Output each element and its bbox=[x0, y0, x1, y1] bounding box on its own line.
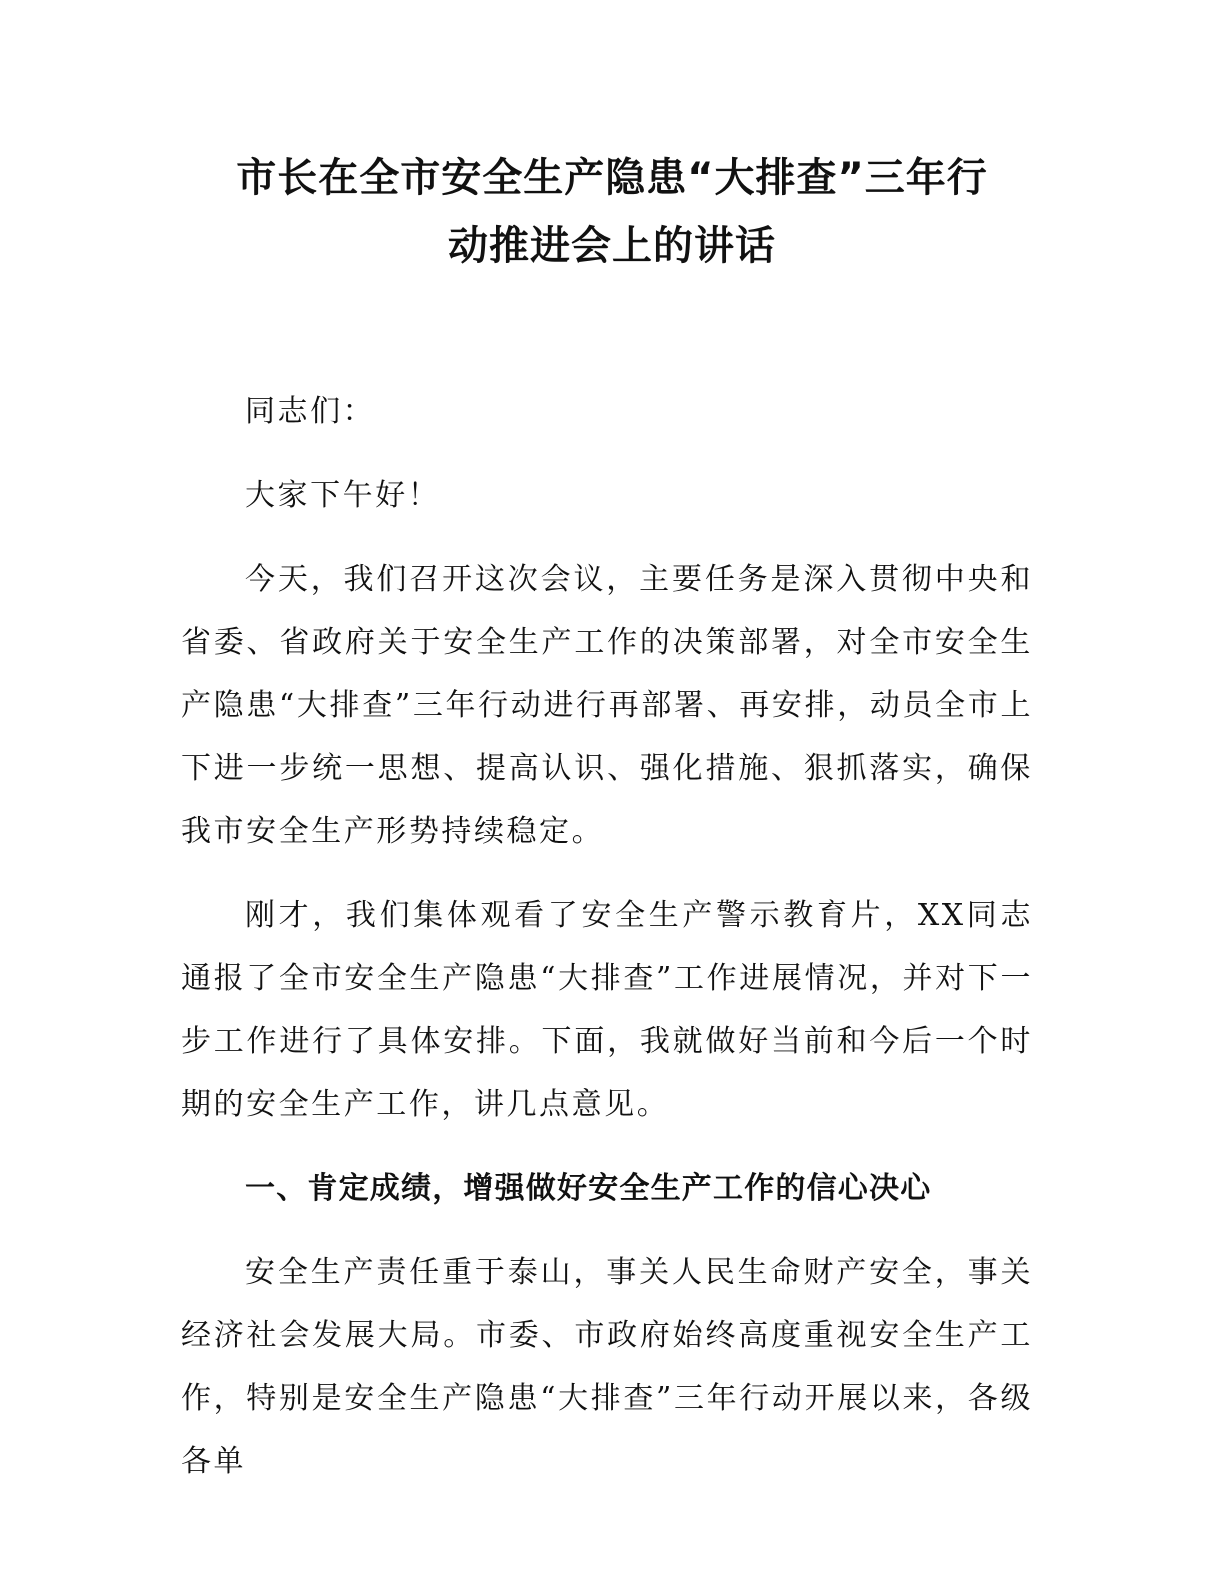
greeting: 大家下午好！ bbox=[245, 478, 441, 513]
body-paragraph: 安全生产责任重于泰山，事关人民生命财产安全，事关经济社会发展大局。市委、市政府始终高度重视安全生产工作，特别是安全生产隐患“大排查”三年行动开展以来，各级各单 bbox=[181, 1255, 1033, 1479]
body-paragraph: 今天，我们召开这次会议，主要任务是深入贯彻中央和省委、省政府关于安全生产工作的决策部署，对全市安全生产隐患“大排查”三年行动进行再部署、再安排，动员全市上下进一步统一思想、提高认识、强化措施、狠抓落实，确保我市安全生产形势持续稳定。 bbox=[181, 562, 1033, 849]
document-title-line-2: 动推进会上的讲话 bbox=[448, 223, 776, 269]
salutation: 同志们： bbox=[245, 394, 376, 429]
body-paragraph: 刚才，我们集体观看了安全生产警示教育片，XX同志通报了全市安全生产隐患“大排查”工作进展情况，并对下一步工作进行了具体安排。下面，我就做好当前和今后一个时期的安全生产工作，讲几点意见。 bbox=[181, 898, 1033, 1122]
document-body bbox=[181, 380, 1033, 1514]
section-heading: 一、肯定成绩，增强做好安全生产工作的信心决心 bbox=[245, 1171, 932, 1206]
document-title-line-1: 市长在全市安全生产隐患“大排查”三年行 bbox=[236, 155, 988, 201]
